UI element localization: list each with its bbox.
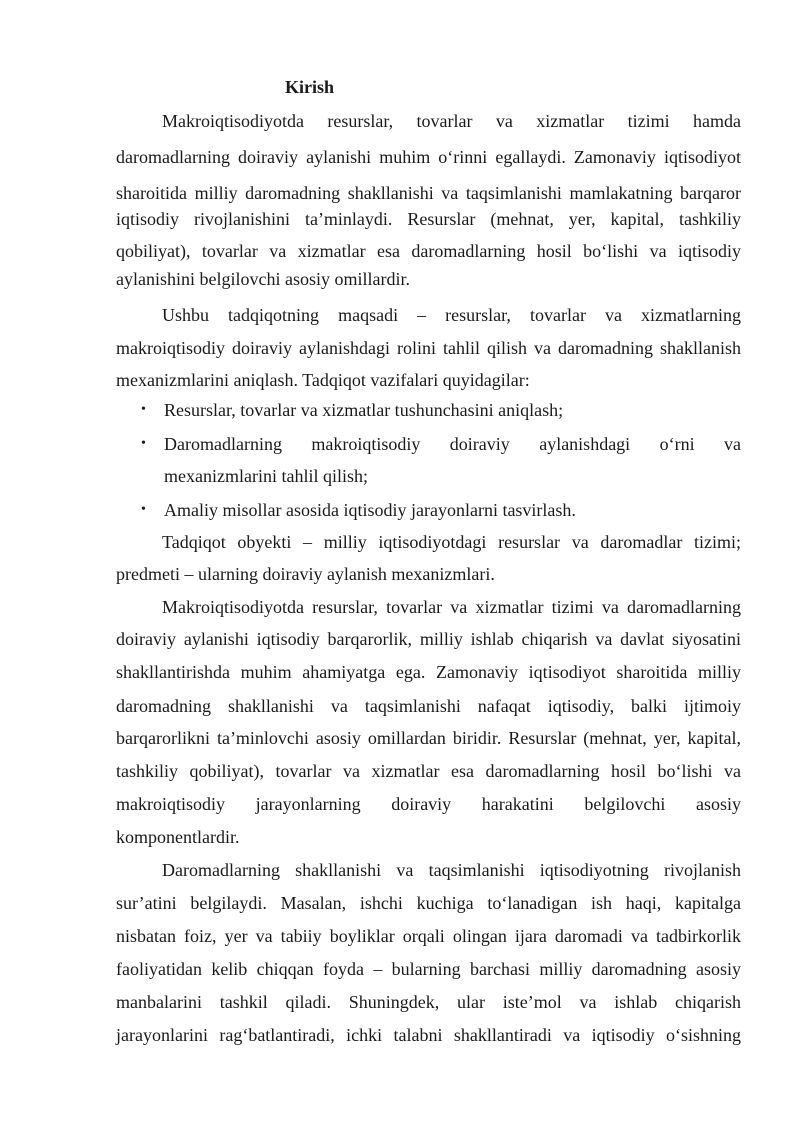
paragraph-line: Makroiqtisodiyotda resurslar, tovarlar va xizmatlar tizimi va daromadlarning	[162, 597, 741, 617]
bullet-marker: •	[141, 436, 146, 451]
paragraph-line: sur’atini belgilaydi. Masalan, ishchi kuchiga to‘lanadigan ish haqi, kapitalga	[116, 893, 741, 913]
paragraph-line: doiraviy aylanishi iqtisodiy barqarorlik, milliy ishlab chiqarish va davlat siyosatini	[116, 629, 741, 649]
paragraph-line: qobiliyat), tovarlar va xizmatlar esa daromadlarning hosil bo‘lishi va iqtisodiy	[116, 241, 741, 261]
paragraph-line: aylanishini belgilovchi asosiy omillardir.	[116, 269, 410, 289]
paragraph-line: daromadlarning doiraviy aylanishi muhim o‘rinni egallaydi. Zamonaviy iqtisodiyot	[116, 147, 741, 167]
paragraph-line: faoliyatidan kelib chiqqan foyda – bularning barchasi milliy daromadning asosiy	[116, 959, 741, 979]
paragraph-line: tashkiliy qobiliyat), tovarlar va xizmatlar esa daromadlarning hosil bo‘lishi va	[116, 761, 741, 781]
paragraph-line: manbalarini tashkil qiladi. Shuningdek, ular iste’mol va ishlab chiqarish	[116, 992, 741, 1012]
paragraph-line: Ushbu tadqiqotning maqsadi – resurslar, tovarlar va xizmatlarning	[162, 305, 741, 325]
list-item: Resurslar, tovarlar va xizmatlar tushunchasini aniqlash;	[164, 400, 564, 420]
paragraph-line: Makroiqtisodiyotda resurslar, tovarlar va xizmatlar tizimi hamda	[162, 111, 741, 131]
section-heading: Kirish	[285, 77, 335, 97]
bullet-marker: •	[141, 402, 146, 417]
paragraph-line: mexanizmlarini aniqlash. Tadqiqot vazifalari quyidagilar:	[116, 370, 530, 390]
paragraph-line: makroiqtisodiy jarayonlarning doiraviy harakatini belgilovchi asosiy	[116, 794, 741, 814]
paragraph-line: Tadqiqot obyekti – milliy iqtisodiyotdagi resurslar va daromadlar tizimi;	[162, 532, 741, 552]
list-item: Daromadlarning makroiqtisodiy doiraviy aylanishdagi o‘rni va	[164, 434, 741, 454]
paragraph-line: sharoitida milliy daromadning shakllanishi va taqsimlanishi mamlakatning barqaror	[116, 183, 741, 203]
paragraph-line: daromadning shakllanishi va taqsimlanishi nafaqat iqtisodiy, balki ijtimoiy	[116, 696, 741, 716]
list-item-continuation: mexanizmlarini tahlil qilish;	[164, 466, 368, 486]
paragraph-line: shakllantirishda muhim ahamiyatga ega. Zamonaviy iqtisodiyot sharoitida milliy	[116, 662, 741, 682]
bullet-marker: •	[141, 502, 146, 517]
paragraph-line: iqtisodiy rivojlanishini ta’minlaydi. Resurslar (mehnat, yer, kapital, tashkiliy	[116, 209, 741, 229]
paragraph-line: komponentlardir.	[116, 827, 240, 847]
paragraph-line: predmeti – ularning doiraviy aylanish mexanizmlari.	[116, 564, 495, 584]
paragraph-line: jarayonlarini rag‘batlantiradi, ichki talabni shakllantiradi va iqtisodiy o‘sishning	[116, 1025, 741, 1045]
paragraph-line: nisbatan foiz, yer va tabiiy boyliklar orqali olingan ijara daromadi va tadbirkorlik	[116, 926, 741, 946]
list-item: Amaliy misollar asosida iqtisodiy jarayonlarni tasvirlash.	[164, 500, 576, 520]
paragraph-line: makroiqtisodiy doiraviy aylanishdagi rolini tahlil qilish va daromadning shakllanish	[116, 338, 741, 358]
paragraph-line: Daromadlarning shakllanishi va taqsimlanishi iqtisodiyotning rivojlanish	[162, 860, 741, 880]
paragraph-line: barqarorlikni ta’minlovchi asosiy omillardan biridir. Resurslar (mehnat, yer, kapital,	[116, 728, 741, 748]
